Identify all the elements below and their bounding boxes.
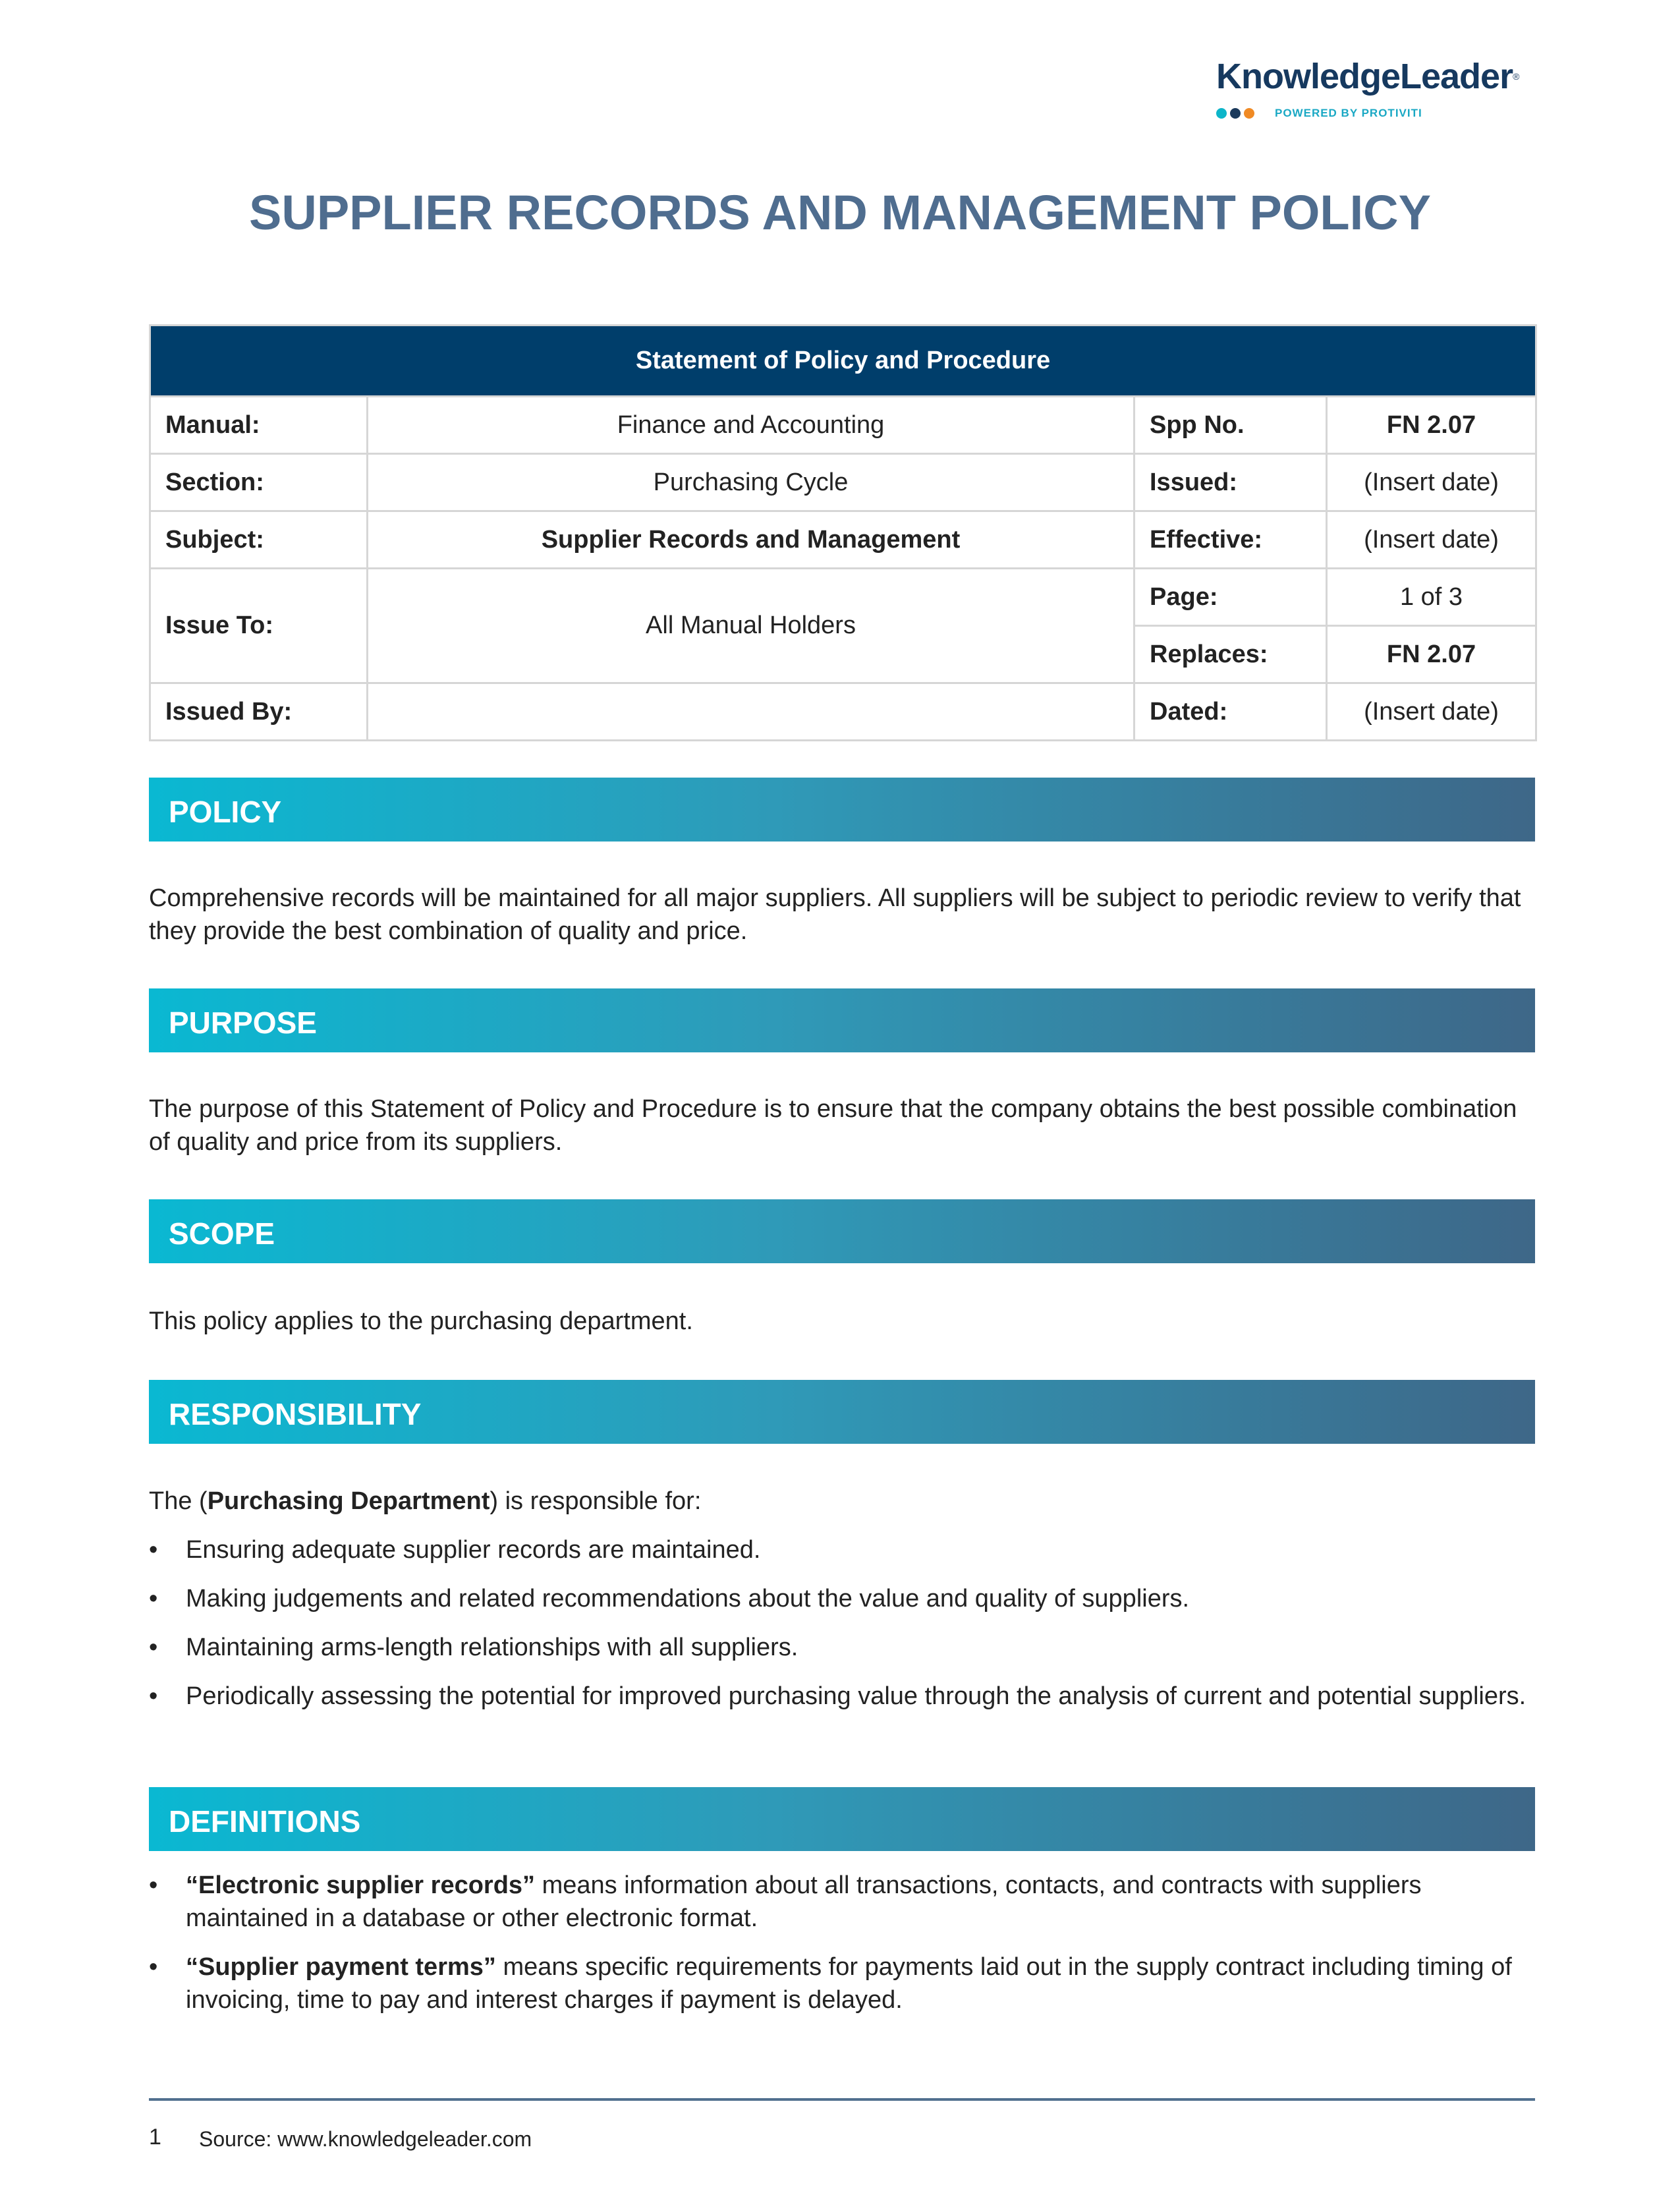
dated-label: Dated:: [1134, 683, 1327, 741]
source-line: Source: www.knowledgeleader.com: [199, 2127, 532, 2151]
logo-wordmark: KnowledgeLeader®: [1216, 57, 1519, 96]
bullet-icon: •: [149, 1536, 158, 1564]
list-item: [149, 1869, 1539, 1935]
definition-term: “Electronic supplier records”: [186, 1871, 536, 1899]
manual-value: Finance and Accounting: [368, 397, 1134, 454]
manual-label: Manual:: [150, 397, 368, 454]
purpose-heading: PURPOSE: [169, 1006, 317, 1040]
spp-label: Spp No.: [1134, 397, 1327, 454]
list-item: [149, 1680, 1539, 1713]
bullet-icon: •: [149, 1585, 158, 1612]
logo-dot-icon: [1244, 108, 1254, 119]
section-value: Purchasing Cycle: [368, 454, 1134, 511]
table-header: Statement of Policy and Procedure: [150, 326, 1536, 397]
policy-info-table: [149, 324, 1537, 741]
footer-divider: [149, 2098, 1535, 2101]
bullet-icon: •: [149, 1682, 158, 1710]
definition-term: “Supplier payment terms”: [186, 1953, 496, 1981]
page-number: 1: [149, 2125, 161, 2150]
table-row: [150, 454, 1536, 511]
department-name: Purchasing Department: [207, 1487, 490, 1515]
page-value: 1 of 3: [1327, 569, 1536, 626]
issued-value: (Insert date): [1327, 454, 1536, 511]
responsibility-list: [149, 1533, 1539, 1713]
issue-to-value: All Manual Holders: [368, 569, 1134, 683]
issue-to-label: Issue To:: [150, 569, 368, 683]
bullet-icon: •: [149, 1953, 158, 1981]
replaces-label: Replaces:: [1134, 626, 1327, 683]
purpose-text: The purpose of this Statement of Policy and Procedure is to ensure that the company obtains the best possible combination of quality and price from its suppliers.: [149, 1095, 1517, 1156]
list-item: [149, 1582, 1539, 1615]
table-row: [150, 683, 1536, 741]
policy-heading: POLICY: [169, 795, 282, 829]
responsibility-intro: [149, 1485, 1539, 1518]
list-item-text: Making judgements and related recommendations about the value and quality of suppliers.: [186, 1585, 1190, 1612]
issued-label: Issued:: [1134, 454, 1327, 511]
logo-dot-icon: [1216, 108, 1227, 119]
definition-text: means information about all transactions, contacts, and contracts with suppliers maintained in a database or other electronic format.: [186, 1871, 1422, 1932]
policy-text: Comprehensive records will be maintained for all major suppliers. All suppliers will be subject to periodic review to verify that they provide the best combination of quality and price.: [149, 884, 1521, 945]
list-item: [149, 1951, 1539, 2016]
purpose-section-bar: [149, 988, 1535, 1052]
logo-dot-icon: [1230, 108, 1241, 119]
replaces-value: FN 2.07: [1327, 626, 1536, 683]
list-item-text: Periodically assessing the potential for improved purchasing value through the analysis of current and potential suppliers.: [186, 1682, 1526, 1710]
list-item-text: Ensuring adequate supplier records are maintained.: [186, 1536, 761, 1564]
table-row: [150, 397, 1536, 454]
definitions-section-bar: [149, 1787, 1535, 1851]
policy-section-bar: [149, 778, 1535, 842]
dated-value: (Insert date): [1327, 683, 1536, 741]
responsibility-section-bar: [149, 1380, 1535, 1444]
scope-section-bar: [149, 1199, 1535, 1263]
logo-tagline-row: [1216, 105, 1422, 121]
subject-label: Subject:: [150, 511, 368, 569]
scope-text: This policy applies to the purchasing department.: [149, 1307, 693, 1335]
effective-value: (Insert date): [1327, 511, 1536, 569]
definitions-list: [149, 1869, 1539, 2016]
section-label: Section:: [150, 454, 368, 511]
definitions-heading: DEFINITIONS: [169, 1804, 361, 1839]
table-row: [150, 569, 1536, 626]
responsibility-heading: RESPONSIBILITY: [169, 1397, 422, 1431]
issued-by-label: Issued By:: [150, 683, 368, 741]
document-title: SUPPLIER RECORDS AND MANAGEMENT POLICY: [249, 185, 1431, 240]
effective-label: Effective:: [1134, 511, 1327, 569]
intro-text: ) is responsible for:: [490, 1487, 702, 1515]
page-label: Page:: [1134, 569, 1327, 626]
bullet-icon: •: [149, 1871, 158, 1899]
knowledgeleader-logo: [1216, 55, 1532, 128]
list-item-text: Maintaining arms-length relationships with all suppliers.: [186, 1634, 798, 1661]
table-row: [150, 511, 1536, 569]
list-item: [149, 1631, 1539, 1664]
logo-tagline: POWERED BY PROTIVITI: [1275, 107, 1422, 119]
scope-heading: SCOPE: [169, 1216, 275, 1251]
list-item: [149, 1533, 1539, 1566]
table-header-row: [150, 326, 1536, 397]
issued-by-value: [368, 683, 1134, 741]
definition-text: means specific requirements for payments laid out in the supply contract including timing of invoicing, time to pay and interest charges if payment is delayed.: [186, 1953, 1512, 2014]
spp-value: FN 2.07: [1327, 397, 1536, 454]
bullet-icon: •: [149, 1634, 158, 1661]
subject-value: Supplier Records and Management: [368, 511, 1134, 569]
intro-text: The (: [149, 1487, 208, 1515]
